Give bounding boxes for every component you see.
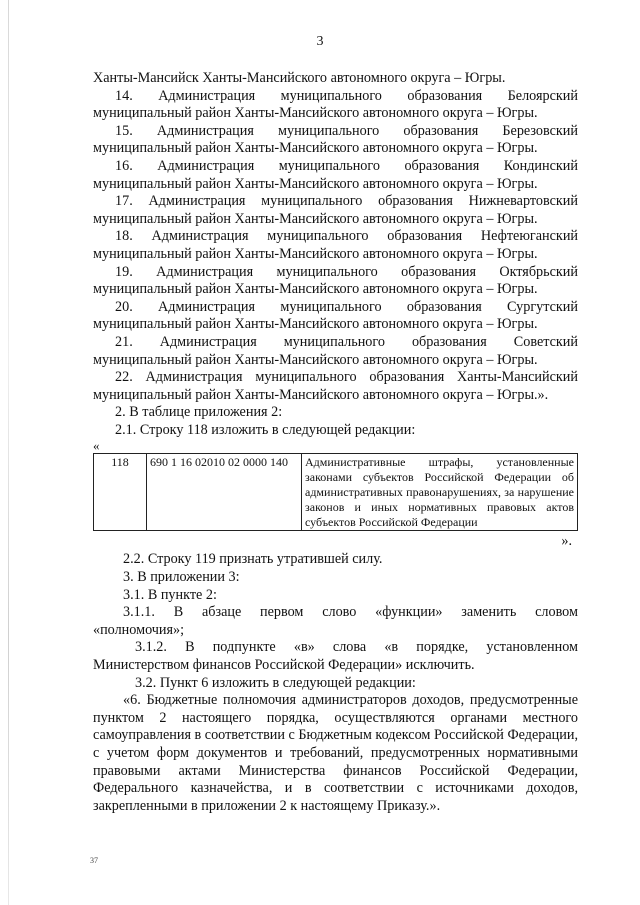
income-table	[93, 453, 578, 531]
list-item-16-line1: 16. Администрация муниципального образования Кондинский	[115, 157, 578, 174]
table-cell-number: 118	[94, 454, 147, 531]
list-item-17-line2: муниципальный район Ханты-Мансийского автономного округа – Югры.	[93, 210, 538, 227]
list-item-14-line2: муниципальный район Ханты-Мансийского автономного округа – Югры.	[93, 105, 538, 122]
section-2-heading: 2. В таблице приложения 2:	[115, 404, 283, 421]
list-item-14-line1: 14. Администрация муниципального образования Белоярский	[115, 87, 578, 104]
list-item-22-line1: 22. Администрация муниципального образования Ханты-Мансийский	[115, 369, 578, 386]
table-cell-code: 690 1 16 02010 02 0000 140	[147, 454, 302, 531]
table-quote-open: «	[93, 438, 100, 454]
document-body	[93, 70, 578, 815]
list-item-15-line1: 15. Администрация муниципального образования Березовский	[115, 122, 578, 139]
section-3-1-2-line1: 3.1.2. В подпункте «в» слова «в порядке, установленном	[135, 639, 578, 656]
section-3-1-2-line2: Министерством финансов Российской Федерации» исключить.	[93, 657, 475, 674]
list-item-18-line1: 18. Администрация муниципального образования Нефтеюганский	[115, 228, 578, 245]
list-item-16-line2: муниципальный район Ханты-Мансийского автономного округа – Югры.	[93, 175, 538, 192]
list-item-20-line1: 20. Администрация муниципального образования Сургутский	[115, 298, 578, 315]
section-2-1-heading: 2.1. Строку 118 изложить в следующей редакции:	[115, 421, 416, 438]
page-number: 3	[316, 34, 324, 49]
section-3-2-heading: 3.2. Пункт 6 изложить в следующей редакции:	[135, 674, 416, 691]
section-3-heading: 3. В приложении 3:	[123, 569, 240, 586]
list-item-13-tail: Ханты-Мансийск Ханты-Мансийского автономного округа – Югры.	[93, 70, 506, 86]
table-row	[94, 454, 578, 531]
list-item-19-line1: 19. Администрация муниципального образования Октябрьский	[115, 263, 578, 280]
list-item-20-line2: муниципальный район Ханты-Мансийского автономного округа – Югры.	[93, 316, 538, 333]
section-2-2: 2.2. Строку 119 признать утратившей силу.	[123, 551, 383, 568]
table-cell-description: Административные штрафы, установленные законами субъектов Российской Федерации об административных правонарушениях, за нарушение законов и иных нормативных правовых актов субъектов Российской Федерации	[302, 454, 578, 531]
table-quote-close: ».	[561, 533, 572, 550]
list-item-22-line2: муниципальный район Ханты-Мансийского автономного округа – Югры.».	[93, 386, 549, 403]
section-3-1-1-line2: «полномочия»;	[93, 621, 185, 638]
paragraph-6: «6. Бюджетные полномочия администраторов доходов, предусмотренные пунктом 2 настоящего порядка, осуществляются органами местного самоуправления в соответствии с Бюджетным кодексом Российской Федерации, с учетом форм документов и требований, предусмотренных нормативными правовыми актами Министерства финансов Российской Федерации, Федерального казначейства, и в соответствии с источниками доходов, закрепленными в приложении 2 к настоящему Приказу.».	[93, 692, 578, 814]
list-item-17-line1: 17. Администрация муниципального образования Нижневартовский	[115, 193, 578, 210]
list-item-18-line2: муниципальный район Ханты-Мансийского автономного округа – Югры.	[93, 245, 538, 262]
list-item-21-line1: 21. Администрация муниципального образования Советский	[115, 333, 578, 350]
footnote-mark: 37	[90, 856, 98, 865]
list-item-15-line2: муниципальный район Ханты-Мансийского автономного округа – Югры.	[93, 140, 538, 157]
section-3-1-1-line1: 3.1.1. В абзаце первом слово «функции» заменить словом	[123, 604, 578, 621]
scan-edge-line	[8, 0, 9, 905]
list-item-19-line2: муниципальный район Ханты-Мансийского автономного округа – Югры.	[93, 281, 538, 298]
list-item-21-line2: муниципальный район Ханты-Мансийского автономного округа – Югры.	[93, 351, 538, 368]
section-3-1-heading: 3.1. В пункте 2:	[123, 586, 217, 603]
